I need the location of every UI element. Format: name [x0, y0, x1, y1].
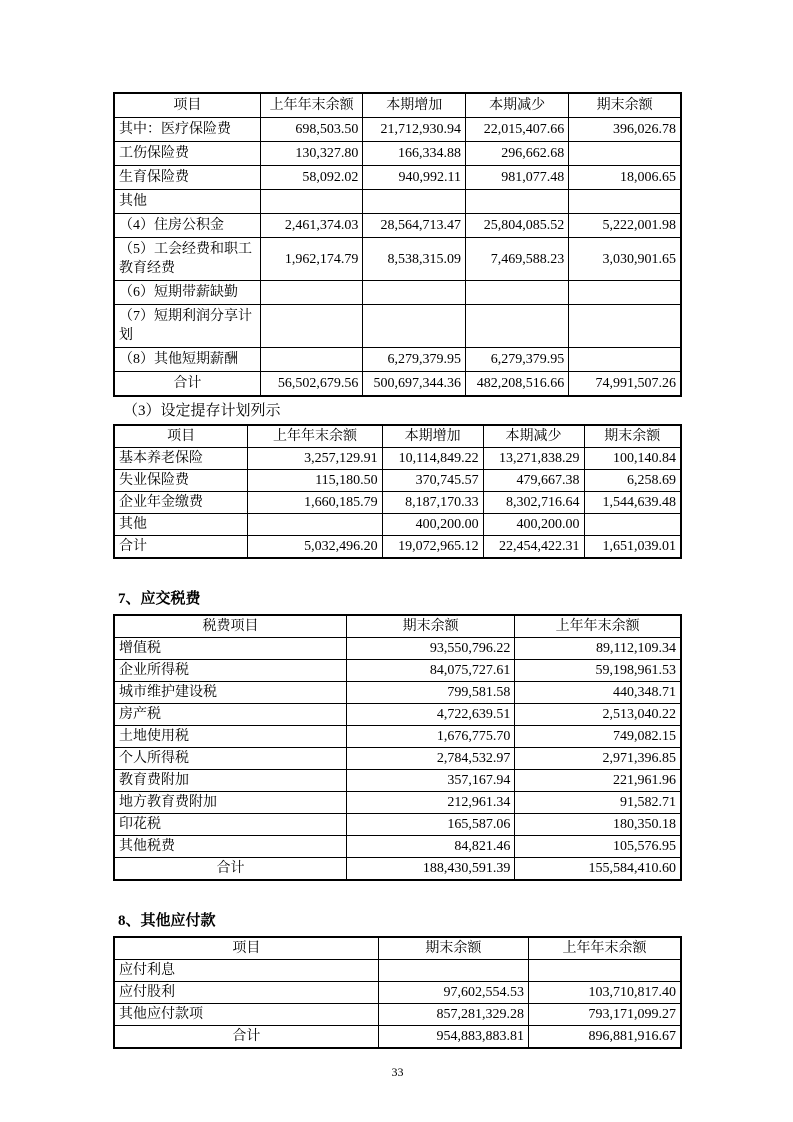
row-label: 工伤保险费: [114, 142, 260, 166]
cell-value: 91,582.71: [515, 792, 681, 814]
cell-value: 3,030,901.65: [569, 238, 681, 281]
cell-value: 857,281,329.28: [378, 1004, 528, 1026]
table-row: [114, 1026, 681, 1049]
column-header: 期末余额: [346, 615, 514, 638]
cell-value: [378, 960, 528, 982]
cell-value: 940,992.11: [363, 166, 466, 190]
cell-value: 22,015,407.66: [466, 118, 569, 142]
table-row: [114, 704, 681, 726]
cell-value: 212,961.34: [346, 792, 514, 814]
table-row: [114, 492, 681, 514]
cell-value: 479,667.38: [483, 470, 584, 492]
cell-value: [260, 281, 363, 305]
cell-value: 84,821.46: [346, 836, 514, 858]
cell-value: 296,662.68: [466, 142, 569, 166]
cell-value: 105,576.95: [515, 836, 681, 858]
column-header: 本期减少: [466, 93, 569, 118]
taxes-payable-heading: 7、应交税费: [118, 591, 201, 607]
cell-value: 18,006.65: [569, 166, 681, 190]
table-row: [114, 470, 681, 492]
cell-value: 1,676,775.70: [346, 726, 514, 748]
cell-value: [363, 281, 466, 305]
cell-value: 1,544,639.48: [584, 492, 681, 514]
cell-value: [569, 142, 681, 166]
table-row: [114, 118, 681, 142]
table-row: [114, 166, 681, 190]
cell-value: 749,082.15: [515, 726, 681, 748]
cell-value: 221,961.96: [515, 770, 681, 792]
other-payables-heading: 8、其他应付款: [118, 913, 216, 929]
cell-value: 97,602,554.53: [378, 982, 528, 1004]
row-label: 应付股利: [114, 982, 378, 1004]
cell-value: 84,075,727.61: [346, 660, 514, 682]
row-label: 基本养老保险: [114, 448, 248, 470]
cell-value: 22,454,422.31: [483, 536, 584, 559]
taxes-payable-table: [113, 614, 682, 881]
column-header: 上年年末余额: [248, 425, 382, 448]
cell-value: [569, 348, 681, 372]
cell-value: 100,140.84: [584, 448, 681, 470]
cell-value: 981,077.48: [466, 166, 569, 190]
cell-value: 2,971,396.85: [515, 748, 681, 770]
column-header: 上年年末余额: [528, 937, 681, 960]
cell-value: [260, 348, 363, 372]
table-row: [114, 726, 681, 748]
cell-value: 698,503.50: [260, 118, 363, 142]
row-label: 土地使用税: [114, 726, 346, 748]
column-header: 期末余额: [378, 937, 528, 960]
column-header: 本期减少: [483, 425, 584, 448]
cell-value: [260, 305, 363, 348]
row-label: 城市维护建设税: [114, 682, 346, 704]
cell-value: 396,026.78: [569, 118, 681, 142]
cell-value: [466, 281, 569, 305]
column-header: 期末余额: [584, 425, 681, 448]
cell-value: 74,991,507.26: [569, 372, 681, 397]
row-label: 失业保险费: [114, 470, 248, 492]
table-header-row: [114, 425, 681, 448]
other-payables-table: [113, 936, 682, 1049]
row-label: 其他: [114, 514, 248, 536]
cell-value: 130,327.80: [260, 142, 363, 166]
cell-value: 793,171,099.27: [528, 1004, 681, 1026]
table-row: [114, 836, 681, 858]
cell-value: 115,180.50: [248, 470, 382, 492]
row-label: 地方教育费附加: [114, 792, 346, 814]
table-row: [114, 792, 681, 814]
cell-value: 89,112,109.34: [515, 638, 681, 660]
cell-value: 103,710,817.40: [528, 982, 681, 1004]
cell-value: 954,883,883.81: [378, 1026, 528, 1049]
table-row: [114, 660, 681, 682]
table-row: [114, 281, 681, 305]
cell-value: 2,461,374.03: [260, 214, 363, 238]
column-header: 税费项目: [114, 615, 346, 638]
cell-value: [363, 305, 466, 348]
cell-value: 19,072,965.12: [382, 536, 483, 559]
row-label: 其中：医疗保险费: [114, 118, 260, 142]
table-row: [114, 858, 681, 881]
row-label: 合计: [114, 1026, 378, 1049]
row-label: 增值税: [114, 638, 346, 660]
cell-value: 10,114,849.22: [382, 448, 483, 470]
cell-value: 370,745.57: [382, 470, 483, 492]
cell-value: [569, 305, 681, 348]
cell-value: 1,651,039.01: [584, 536, 681, 559]
cell-value: [584, 514, 681, 536]
cell-value: 166,334.88: [363, 142, 466, 166]
cell-value: 28,564,713.47: [363, 214, 466, 238]
page-content: [113, 0, 682, 1079]
cell-value: 188,430,591.39: [346, 858, 514, 881]
table-header-row: [114, 93, 681, 118]
table-row: [114, 214, 681, 238]
row-label: （7）短期利润分享计划: [114, 305, 260, 348]
table-row: [114, 238, 681, 281]
cell-value: 21,712,930.94: [363, 118, 466, 142]
cell-value: 8,538,315.09: [363, 238, 466, 281]
table-row: [114, 1004, 681, 1026]
cell-value: 5,032,496.20: [248, 536, 382, 559]
cell-value: 896,881,916.67: [528, 1026, 681, 1049]
table-header-row: [114, 615, 681, 638]
cell-value: 400,200.00: [382, 514, 483, 536]
cell-value: [466, 305, 569, 348]
row-label: 生育保险费: [114, 166, 260, 190]
cell-value: 357,167.94: [346, 770, 514, 792]
table-row: [114, 142, 681, 166]
table-row: [114, 982, 681, 1004]
cell-value: 6,258.69: [584, 470, 681, 492]
column-header: 期末余额: [569, 93, 681, 118]
row-label: 应付利息: [114, 960, 378, 982]
row-label: 教育费附加: [114, 770, 346, 792]
row-label: （8）其他短期薪酬: [114, 348, 260, 372]
cell-value: [528, 960, 681, 982]
table-row: [114, 190, 681, 214]
column-header: 上年年末余额: [515, 615, 681, 638]
table-row: [114, 305, 681, 348]
cell-value: 500,697,344.36: [363, 372, 466, 397]
table-row: [114, 536, 681, 559]
cell-value: 25,804,085.52: [466, 214, 569, 238]
row-label: 个人所得税: [114, 748, 346, 770]
row-label: 企业年金缴费: [114, 492, 248, 514]
table-row: [114, 348, 681, 372]
row-label: 合计: [114, 536, 248, 559]
cell-value: 58,092.02: [260, 166, 363, 190]
page-number: 33: [391, 1065, 404, 1079]
cell-value: 7,469,588.23: [466, 238, 569, 281]
short-term-compensation-table: [113, 92, 682, 397]
cell-value: 13,271,838.29: [483, 448, 584, 470]
cell-value: 8,302,716.64: [483, 492, 584, 514]
cell-value: 482,208,516.66: [466, 372, 569, 397]
cell-value: 8,187,170.33: [382, 492, 483, 514]
row-label: 合计: [114, 858, 346, 881]
row-label: （6）短期带薪缺勤: [114, 281, 260, 305]
cell-value: 93,550,796.22: [346, 638, 514, 660]
row-label: 印花税: [114, 814, 346, 836]
column-header: 上年年末余额: [260, 93, 363, 118]
cell-value: 6,279,379.95: [363, 348, 466, 372]
cell-value: 5,222,001.98: [569, 214, 681, 238]
cell-value: 440,348.71: [515, 682, 681, 704]
table-row: [114, 514, 681, 536]
defined-contribution-table: [113, 424, 682, 559]
row-label: 其他税费: [114, 836, 346, 858]
cell-value: 400,200.00: [483, 514, 584, 536]
cell-value: [248, 514, 382, 536]
cell-value: 1,660,185.79: [248, 492, 382, 514]
table-row: [114, 372, 681, 397]
column-header: 项目: [114, 425, 248, 448]
column-header: 本期增加: [382, 425, 483, 448]
cell-value: 165,587.06: [346, 814, 514, 836]
row-label: 其他: [114, 190, 260, 214]
table-row: [114, 682, 681, 704]
cell-value: [363, 190, 466, 214]
defined-contribution-heading: （3）设定提存计划列示: [123, 403, 281, 419]
cell-value: 4,722,639.51: [346, 704, 514, 726]
column-header: 项目: [114, 937, 378, 960]
cell-value: [466, 190, 569, 214]
cell-value: 2,513,040.22: [515, 704, 681, 726]
cell-value: 3,257,129.91: [248, 448, 382, 470]
table-header-row: [114, 937, 681, 960]
row-label: 企业所得税: [114, 660, 346, 682]
cell-value: 56,502,679.56: [260, 372, 363, 397]
cell-value: 180,350.18: [515, 814, 681, 836]
cell-value: [569, 190, 681, 214]
column-header: 本期增加: [363, 93, 466, 118]
row-label: （5）工会经费和职工教育经费: [114, 238, 260, 281]
table-row: [114, 638, 681, 660]
cell-value: 799,581.58: [346, 682, 514, 704]
cell-value: 59,198,961.53: [515, 660, 681, 682]
cell-value: 155,584,410.60: [515, 858, 681, 881]
row-label: 房产税: [114, 704, 346, 726]
column-header: 项目: [114, 93, 260, 118]
cell-value: 6,279,379.95: [466, 348, 569, 372]
cell-value: [260, 190, 363, 214]
table-row: [114, 770, 681, 792]
table-row: [114, 814, 681, 836]
table-row: [114, 748, 681, 770]
row-label: 合计: [114, 372, 260, 397]
cell-value: 1,962,174.79: [260, 238, 363, 281]
table-row: [114, 448, 681, 470]
row-label: （4）住房公积金: [114, 214, 260, 238]
cell-value: 2,784,532.97: [346, 748, 514, 770]
cell-value: [569, 281, 681, 305]
table-row: [114, 960, 681, 982]
row-label: 其他应付款项: [114, 1004, 378, 1026]
